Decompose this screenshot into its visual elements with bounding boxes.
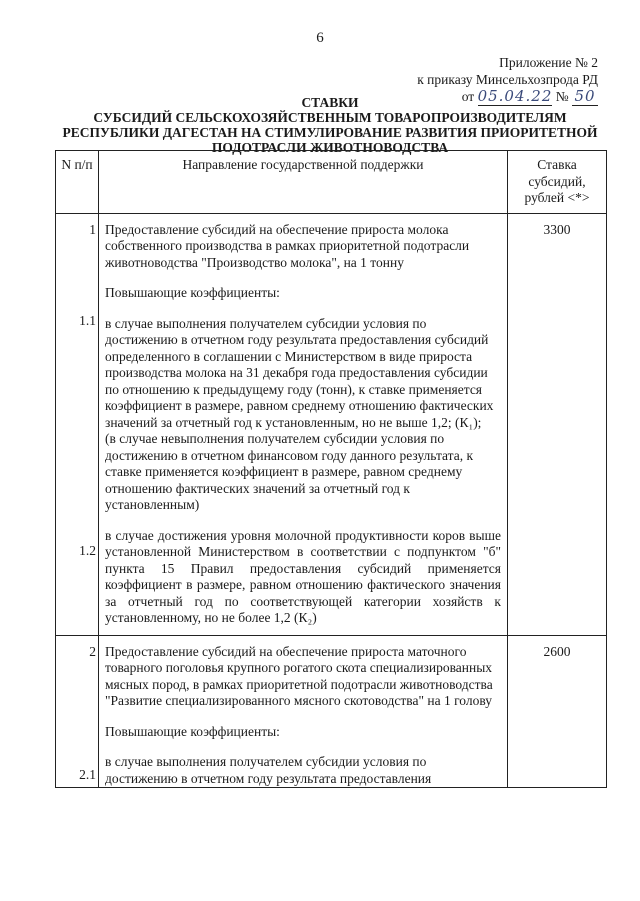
sub-text-note: (в случае невыполнения получателем субсидии условия по достижению в отчетном финансовом году данного результата, к ставке применяется коэффициент в размере, равном среднему отношению фактических значений за отчетный год к установленным) [105,431,474,512]
row-num-cell [56,635,99,788]
row-rate: 3300 [508,213,607,635]
appendix-title: Приложение № 2 [499,55,598,70]
table-row [56,213,607,635]
header-direction: Направление государственной поддержки [99,151,508,214]
sub-num: 1.2 [79,542,96,558]
title-line-2: СУБСИДИЙ СЕЛЬСКОХОЗЯЙСТВЕННЫМ ТОВАРОПРОИЗВОДИТЕЛЯМ [93,110,567,125]
row-num: 1 [89,221,96,237]
title-line-3: РЕСПУБЛИКИ ДАГЕСТАН НА СТИМУЛИРОВАНИЕ РАЗВИТИЯ ПРИОРИТЕТНОЙ [62,125,598,140]
handwritten-date: 05.04.22 [477,87,553,105]
sub-text: в случае достижения уровня молочной продуктивности коров выше установленной Министерством в соответствии с подпунктом "б" пункта 15 Правил предоставления субсидий применяется коэффициент в размере, равном отношению фактического значения за отчетный год по соответствующей категории хозяйств к установленному, но не более 1,2 (К₂) [105,527,501,625]
row-num-cell [56,213,99,635]
table-row [56,635,607,788]
header-rate: Ставка субсидий, рублей <*> [508,151,607,214]
row-text: Предоставление субсидий на обеспечение прироста маточного товарного поголовья крупного рогатого скота специализированных мясных пород, в рамках приоритетной подотрасли животноводства "Развитие специализированного мясного скотоводства" на 1 голову [105,643,493,708]
row-desc-cell [99,213,508,635]
row-text: Предоставление субсидий на обеспечение прироста молока собственного производства в рамках приоритетной подотрасли животноводства "Производство молока", на 1 тонну [105,221,470,270]
sub-num: 2.1 [79,767,96,782]
from-label: от [461,89,475,104]
coef-label: Повышающие коэффициенты: [105,723,280,739]
header-num: N п/п [56,151,99,214]
sub-text: в случае выполнения получателем субсидии условия по достижению в отчетном году результата предоставления субсидий определенного в соглашении с Министерством в виде прироста производства молока на 31 декабря года предоставления субсидии по отношению к предыдущему году (тонн), к ставке применяется коэффициент в размере, равном среднему отношению фактических значений за отчетный год к установленным, но не выше 1,2; (К₁); [105,315,494,430]
number-label: № [555,89,569,104]
row-desc-cell [99,635,508,788]
row-num: 2 [89,643,96,659]
coef-label: Повышающие коэффициенты: [105,285,280,300]
row-rate: 2600 [508,635,607,788]
table-header-row [56,151,607,214]
document-title [40,95,620,155]
rates-table [55,150,607,788]
sub-num: 1.1 [79,313,96,328]
handwritten-number: 50 [574,87,596,105]
title-line-4: ПОДОТРАСЛИ ЖИВОТНОВОДСТВА [211,140,449,155]
page-number: 6 [316,30,324,46]
appendix-order-ref: к приказу Минсельхозпрода РД [417,72,598,87]
title-line-1: СТАВКИ [301,95,359,110]
sub-text: в случае выполнения получателем субсидии условия по достижению в отчетном году результата предоставления [105,754,432,786]
